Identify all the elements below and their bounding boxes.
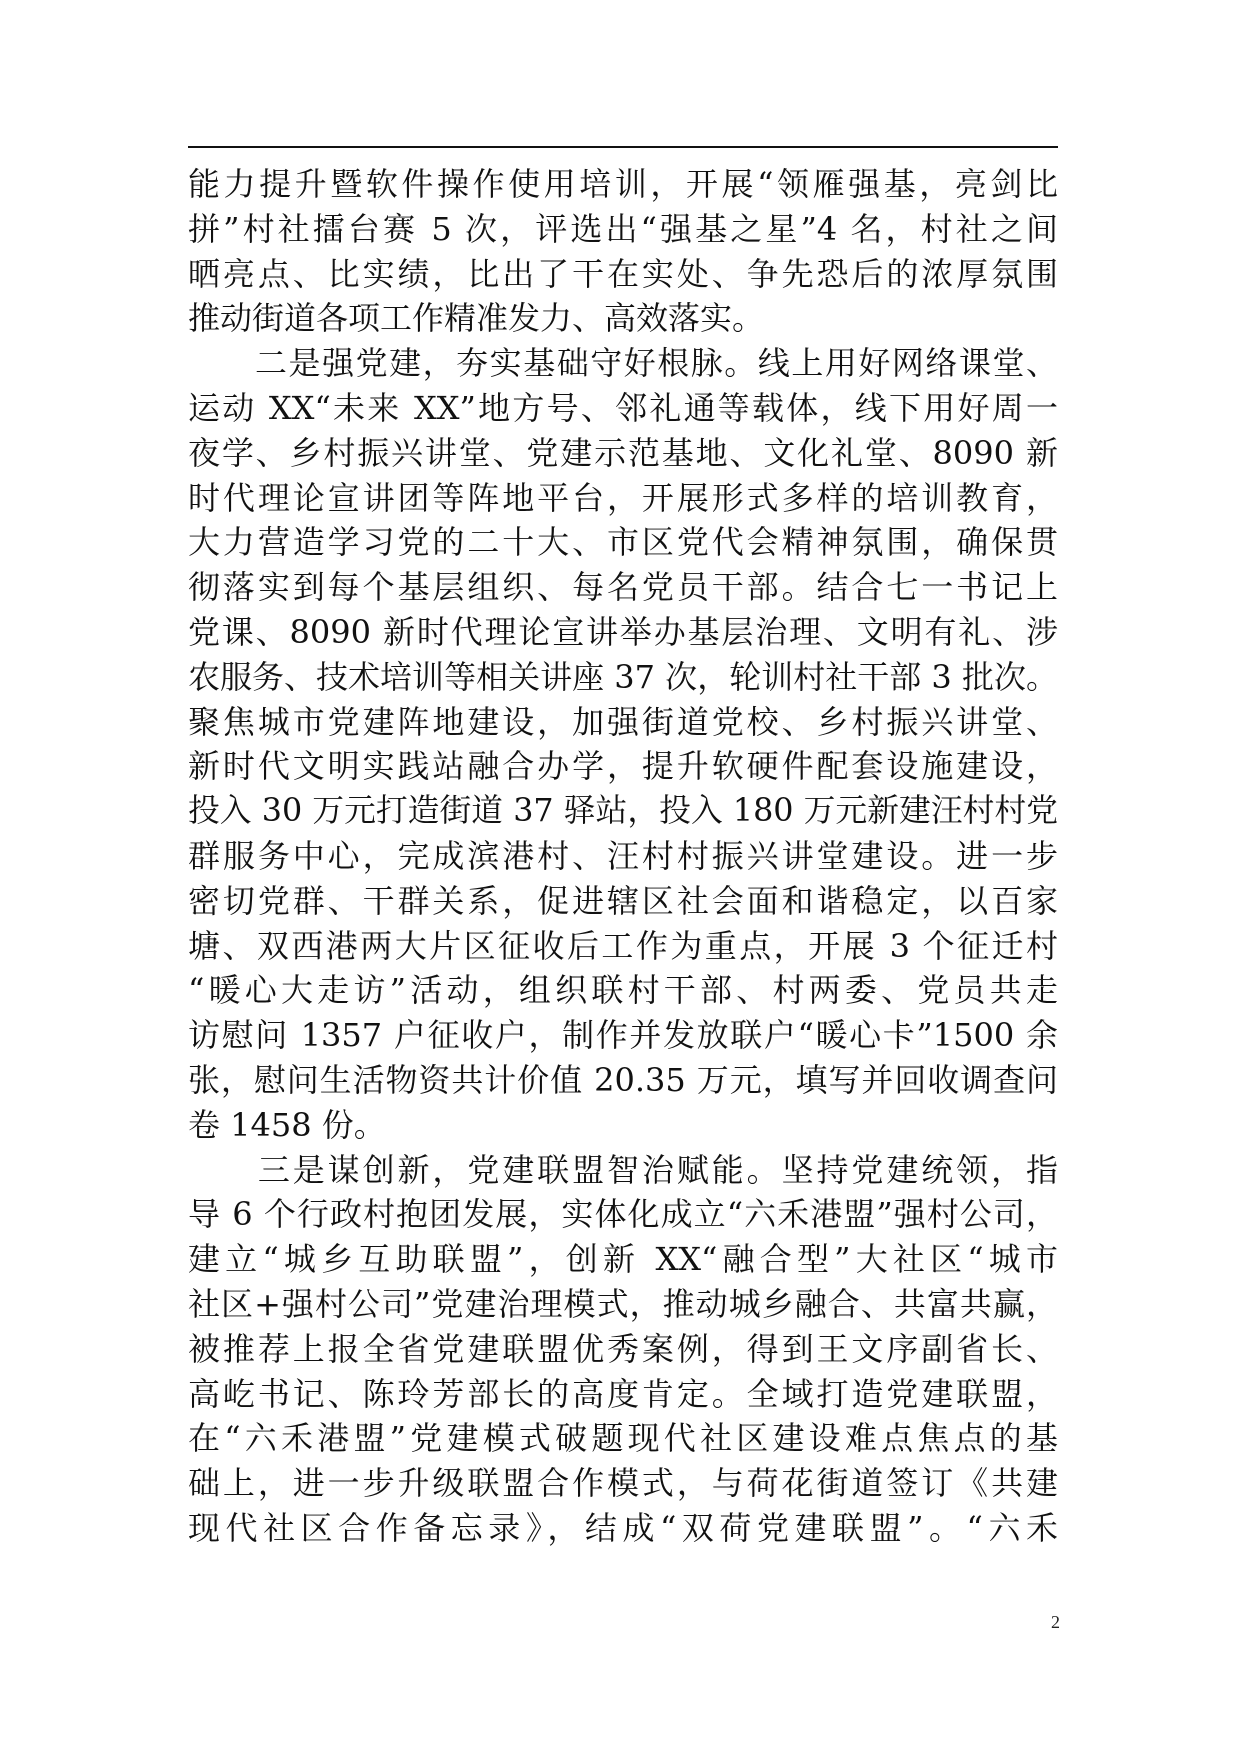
paragraph-end-line: 卷 1458 份。: [188, 1105, 386, 1144]
text-line: 拼”村社擂台赛 5 次，评选出“强基之星”4 名，村社之间: [188, 209, 1058, 248]
text-line: 农服务、技术培训等相关讲座 37 次，轮训村社干部 3 批次。: [188, 657, 1058, 696]
text-line: 聚焦城市党建阵地建设，加强街道党校、乡村振兴讲堂、: [188, 702, 1058, 741]
text-line: 塘、双西港两大片区征收后工作为重点，开展 3 个征迁村: [188, 926, 1058, 965]
text-line: 密切党群、干群关系，促进辖区社会面和谐稳定，以百家: [188, 881, 1058, 920]
text-line: 能力提升暨软件操作使用培训，开展“领雁强基，亮剑比: [188, 165, 1058, 203]
text-line: 导 6 个行政村抱团发展，实体化成立“六禾港盟”强村公司，: [188, 1195, 1058, 1234]
text-line: 建立“城乡互助联盟”，创新 XX“融合型”大社区“城市: [188, 1240, 1058, 1279]
text-line: 时代理论宣讲团等阵地平台，开展形式多样的培训教育，: [188, 478, 1058, 517]
text-line: 彻落实到每个基层组织、每名党员干部。结合七一书记上: [188, 568, 1058, 607]
header-rule: [188, 146, 1058, 148]
text-line: 被推荐上报全省党建联盟优秀案例，得到王文序副省长、: [188, 1329, 1058, 1368]
page-number: 2: [1051, 1612, 1060, 1632]
text-line: “暖心大走访”活动，组织联村干部、村两委、党员共走: [188, 971, 1058, 1010]
paragraph-start-line: 二是强党建，夯实基础守好根脉。线上用好网络课堂、: [188, 344, 1058, 383]
text-line: 新时代文明实践站融合办学，提升软硬件配套设施建设，: [188, 747, 1058, 786]
text-line: 党课、8090 新时代理论宣讲举办基层治理、文明有礼、涉: [188, 612, 1058, 651]
text-line: 投入 30 万元打造街道 37 驿站，投入 180 万元新建汪村村党: [188, 793, 1058, 830]
text-line: 张，慰问生活物资共计价值 20.35 万元，填写并回收调查问: [188, 1060, 1058, 1099]
text-line: 在“六禾港盟”党建模式破题现代社区建设难点焦点的基: [188, 1419, 1058, 1458]
text-line: 高屹书记、陈玲芳部长的高度肯定。全域打造党建联盟，: [188, 1374, 1058, 1413]
text-line: 社区+强村公司”党建治理模式，推动城乡融合、共富共赢，: [188, 1284, 1058, 1323]
text-line: 晒亮点、比实绩，比出了干在实处、争先恐后的浓厚氛围: [188, 254, 1058, 293]
text-line: 运动 XX“未来 XX”地方号、邻礼通等载体，线下用好周一: [188, 388, 1058, 427]
text-line: 群服务中心，完成滨港村、汪村村振兴讲堂建设。进一步: [188, 836, 1058, 875]
text-line: 现代社区合作备忘录》，结成“双荷党建联盟”。“六禾: [188, 1508, 1058, 1547]
text-line: 夜学、乡村振兴讲堂、党建示范基地、文化礼堂、8090 新: [188, 433, 1058, 472]
text-line: 访慰问 1357 户征收户，制作并发放联户“暖心卡”1500 余: [188, 1016, 1058, 1055]
text-line: 础上，进一步升级联盟合作模式，与荷花街道签订《共建: [188, 1464, 1058, 1503]
paragraph-start-line: 三是谋创新，党建联盟智治赋能。坚持党建统领，指: [188, 1150, 1058, 1189]
paragraph-end-line: 推动街道各项工作精准发力、高效落实。: [188, 299, 765, 338]
text-line: 大力营造学习党的二十大、市区党代会精神氛围，确保贯: [188, 523, 1058, 562]
body-text: [188, 162, 1058, 1551]
